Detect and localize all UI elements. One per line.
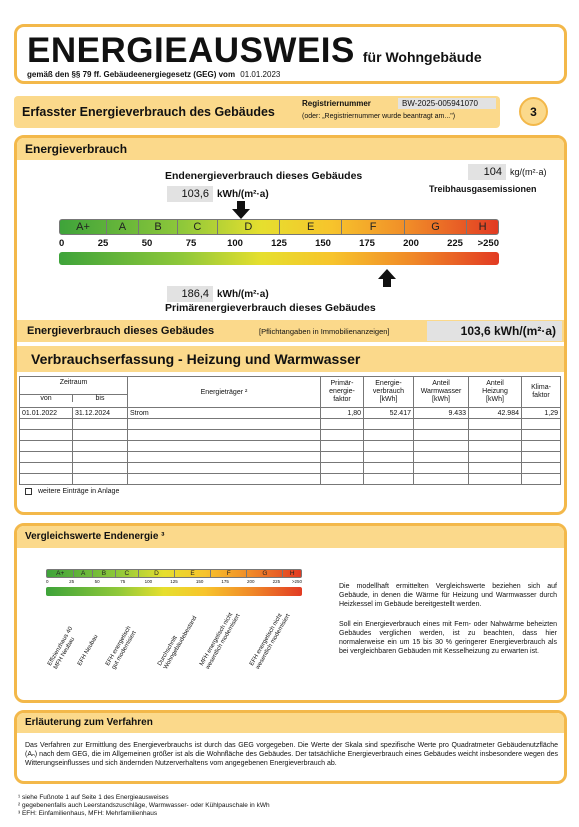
- class-e: E: [280, 220, 342, 234]
- comparison-class-scale: [46, 569, 302, 578]
- class-f: F: [342, 220, 404, 234]
- cell-energieverbrauch: 52.417: [364, 408, 414, 419]
- comparison-label: EFH energetisch gut modernisiert: [105, 625, 138, 671]
- class-a: A: [74, 570, 93, 577]
- tick-label: 0: [46, 579, 49, 584]
- building-consumption-label: Energieverbrauch dieses Gebäudes: [27, 325, 215, 337]
- cell-bis: 31.12.2024: [73, 408, 128, 419]
- class-e: E: [175, 570, 211, 577]
- tick-label: 200: [403, 238, 419, 249]
- primary-energy-unit: kWh/(m²·a): [217, 288, 269, 300]
- document-subtitle: für Wohngebäude: [362, 49, 482, 65]
- comparison-box: [14, 523, 567, 703]
- table-row: [20, 463, 561, 474]
- procedure-box: [14, 710, 567, 784]
- tick-label: >250: [477, 238, 499, 249]
- cell-von: 01.01.2022: [20, 408, 73, 419]
- class-h: H: [478, 221, 487, 233]
- tick-label: 175: [221, 579, 229, 584]
- end-energy-arrow-icon: [232, 201, 250, 219]
- recording-section-header: [17, 346, 564, 372]
- scale-ticks: [59, 238, 499, 250]
- registration-bar: [14, 96, 500, 128]
- class-d: D: [139, 570, 175, 577]
- tick-label: 100: [227, 238, 243, 249]
- registration-section-title: Erfasster Energieverbrauch des Gebäudes: [22, 105, 275, 119]
- consumption-table: [19, 376, 561, 495]
- tick-label: 100: [144, 579, 153, 584]
- building-consumption-value: 103,6 kWh/(m²·a): [427, 321, 562, 341]
- tick-label: 50: [141, 238, 153, 249]
- energy-consumption-box: [14, 135, 567, 515]
- class-c: C: [178, 220, 217, 234]
- primary-energy-label: Primärenergieverbrauch dieses Gebäudes: [165, 302, 376, 314]
- building-consumption-bar: [17, 320, 564, 342]
- page-number: 3: [530, 104, 537, 119]
- comparison-scale-ticks: [46, 579, 302, 587]
- primary-energy-value: 186,4: [167, 286, 213, 302]
- header-bis: bis: [95, 395, 105, 402]
- recording-section-title: Verbrauchserfassung - Heizung und Warmwasser: [31, 351, 361, 367]
- comparison-text-1: Die modellhaft ermittelten Vergleichswerte beziehen sich auf Gebäude, in denen die Wärme für Heizung und Warmwasser durch Heizkessel im Gebäude bereitgestellt werden.: [339, 583, 557, 608]
- comparison-gradient-bar: [46, 587, 302, 596]
- table-row: [20, 430, 561, 441]
- tick-label: 0: [59, 238, 65, 249]
- cell-primaerfaktor: 1,80: [321, 408, 364, 419]
- cell-klimafaktor: 1,29: [522, 408, 561, 419]
- title-box: [14, 24, 567, 84]
- tick-label: 50: [94, 579, 100, 584]
- building-consumption-note: [Pflichtangaben in Immobilienanzeigen]: [259, 327, 390, 336]
- tick-label: 200: [247, 579, 255, 584]
- footnote-3: ³ EFH: Einfamilienhaus, MFH: Mehrfamilienhaus: [18, 810, 158, 817]
- page-number-badge: [519, 97, 548, 126]
- tick-label: 75: [185, 238, 197, 249]
- comparison-label: EFH energetisch nicht wesentlich modernisiert: [249, 612, 292, 671]
- procedure-section-title: Erläuterung zum Verfahren: [25, 717, 153, 728]
- table-row: [20, 408, 561, 419]
- footnotes: [18, 794, 270, 818]
- primary-energy-arrow-icon: [378, 269, 396, 287]
- procedure-section-header: [17, 713, 564, 733]
- document-title: ENERGIEAUSWEIS: [27, 31, 355, 70]
- registration-number: BW-2025-005941070: [398, 98, 496, 109]
- cell-warmwasser: 9.433: [414, 408, 469, 419]
- header-warmwasser: Anteil Warmwasser [kWh]: [414, 377, 469, 408]
- footnote-2: ² gegebenenfalls auch Leerstandszuschläge, Warmwasser- oder Kühlpauschale in kWh: [18, 802, 270, 809]
- table-row: [20, 441, 561, 452]
- comparison-section-title: Vergleichswerte Endenergie ³: [25, 531, 165, 542]
- table-row: [20, 474, 561, 485]
- tick-label: 225: [447, 238, 463, 249]
- comparison-label: Durchschnitt Wohngebäudebestand: [157, 615, 199, 671]
- comparison-text-2: Soll ein Energieverbrauch eines mit Fern- oder Nahwärme beheizten Gebäudes verglichen werden, ist zu beachten, dass hier normalerweise ein um 15 bis 30 % geringerer Energieverbrauch als bei vergleichbaren Gebäuden mit Kesselheizung zu erwarten ist.: [339, 621, 557, 655]
- class-d: D: [218, 220, 280, 234]
- comparison-label: EFH Neubau: [77, 633, 100, 667]
- class-f: F: [211, 570, 247, 577]
- more-entries-label: weitere Einträge in Anlage: [38, 488, 120, 495]
- header-primaerfaktor: Primär- energie- faktor: [321, 377, 364, 408]
- table-row: [20, 452, 561, 463]
- comparison-label: MFH energetisch nicht wesentlich modernisiert: [199, 612, 242, 671]
- class-g: G: [405, 220, 467, 234]
- energy-section-header: [17, 138, 564, 160]
- class-b: B: [139, 220, 178, 234]
- tick-label: 75: [120, 579, 126, 584]
- legal-date: 01.01.2023: [240, 70, 281, 79]
- header-klimafaktor: Klima- faktor: [522, 377, 561, 408]
- tick-label: 125: [271, 238, 287, 249]
- tick-label: >250: [291, 579, 302, 584]
- more-entries-checkbox[interactable]: [25, 488, 32, 495]
- header-heizung: Anteil Heizung [kWh]: [469, 377, 522, 408]
- header-energietraeger: Energieträger ²: [128, 377, 321, 408]
- class-a-plus: A+: [47, 570, 74, 577]
- class-c: C: [116, 570, 139, 577]
- scale-gradient-bar: [59, 252, 499, 265]
- class-a: A: [107, 220, 139, 234]
- cell-heizung: 42.984: [469, 408, 522, 419]
- class-h: H: [289, 570, 295, 577]
- registration-note: (oder: „Registriernummer wurde beantragt am..."): [302, 113, 456, 120]
- tick-label: 25: [69, 579, 75, 584]
- comparison-label: Effizienzhaus 40 MFH Neubau: [47, 625, 77, 671]
- ghg-label: Treibhausgasemissionen: [429, 184, 537, 194]
- legal-basis: gemäß den §§ 79 ff. Gebäudeenergiegesetz (GEG) vom: [27, 70, 236, 79]
- comparison-section-header: [17, 526, 564, 548]
- end-energy-label: Endenergieverbrauch dieses Gebäudes: [165, 170, 363, 182]
- tick-label: 125: [170, 579, 178, 584]
- cell-energietraeger: Strom: [128, 408, 321, 419]
- class-b: B: [93, 570, 116, 577]
- tick-label: 25: [97, 238, 109, 249]
- tick-label: 150: [315, 238, 331, 249]
- end-energy-value: 103,6: [167, 186, 213, 202]
- ghg-value: 104: [468, 164, 506, 180]
- tick-label: 225: [272, 579, 281, 584]
- tick-label: 150: [195, 579, 204, 584]
- header-zeitraum: Zeitraum: [59, 379, 88, 386]
- class-a-plus: A+: [60, 220, 107, 234]
- efficiency-class-scale: [59, 219, 499, 235]
- header-energieverbrauch: Energie- verbrauch [kWh]: [364, 377, 414, 408]
- end-energy-unit: kWh/(m²·a): [217, 188, 269, 200]
- footnote-1: ¹ siehe Fußnote 1 auf Seite 1 des Energieausweises: [18, 794, 169, 801]
- ghg-unit: kg/(m²·a): [510, 167, 547, 177]
- procedure-text: Das Verfahren zur Ermittlung des Energieverbrauchs ist durch das GEG vorgegeben. Die Werte der Skala sind spezifische Werte pro Quadratmeter Gebäudenutzfläche (Aₙ) nach dem GEG, die im Allgemeinen größer ist als die Wohnfläche des Gebäudes. Der tatsächliche Energieverbrauch eines Gebäudes weicht insbesondere wegen des Witterungseinflusses und sich ändernden Nutzerverhaltens vom angegebenen Energieverbrauch ab.: [25, 742, 558, 767]
- class-g: G: [247, 570, 283, 577]
- energy-section-title: Energieverbrauch: [25, 142, 128, 156]
- tick-label: 175: [359, 238, 375, 249]
- registration-label: Registriernummer: [302, 99, 371, 108]
- header-von: von: [20, 395, 73, 402]
- table-row: [20, 419, 561, 430]
